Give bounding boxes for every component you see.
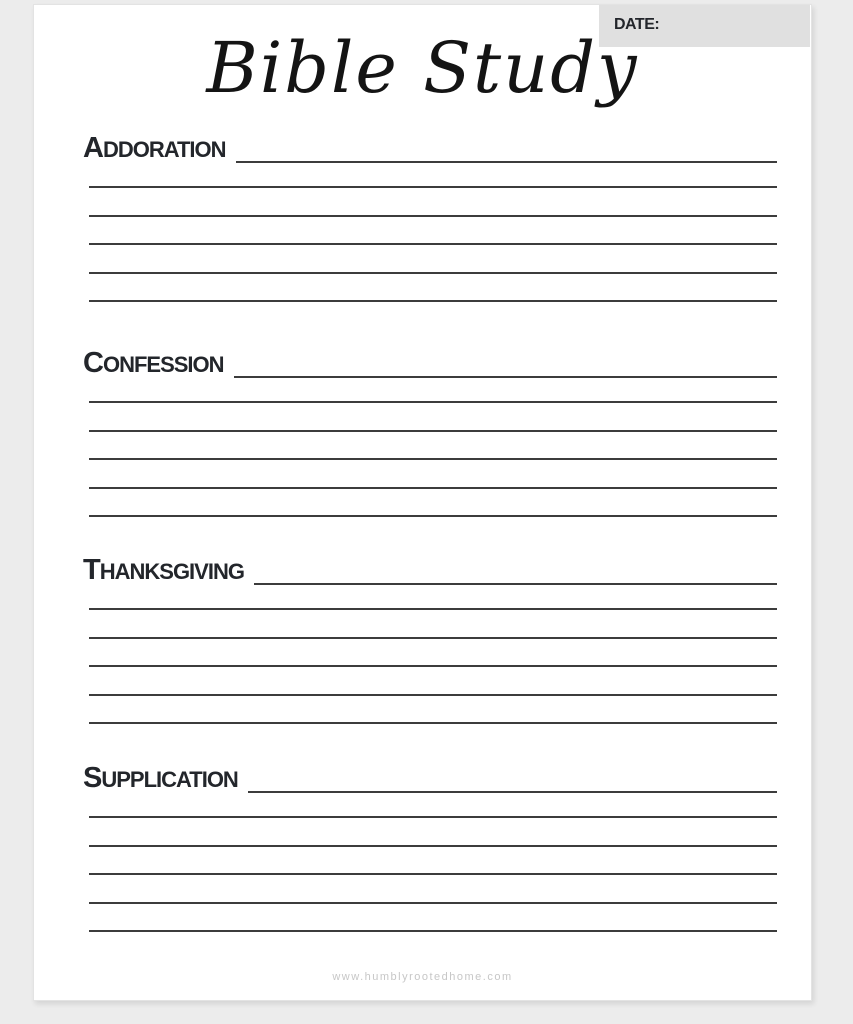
section-confession xyxy=(83,347,777,517)
section-header-row xyxy=(83,132,777,164)
section-label: CONFESSION xyxy=(83,347,224,379)
writing-line xyxy=(89,245,777,274)
writing-line xyxy=(89,667,777,696)
footer-url: www.humblyrootedhome.com xyxy=(332,971,513,983)
writing-line xyxy=(89,639,777,668)
writing-line xyxy=(89,610,777,639)
writing-line xyxy=(248,791,777,793)
writing-line xyxy=(89,489,777,518)
date-label: DATE: xyxy=(614,16,660,33)
writing-line xyxy=(236,161,777,163)
section-adoration xyxy=(83,132,777,302)
section-header-row xyxy=(83,554,777,586)
writing-line xyxy=(89,164,777,188)
writing-lines xyxy=(89,379,777,517)
section-supplication xyxy=(83,762,777,932)
section-thanksgiving xyxy=(83,554,777,724)
writing-line xyxy=(89,875,777,904)
writing-line xyxy=(89,274,777,303)
writing-line xyxy=(89,217,777,246)
writing-line xyxy=(89,379,777,403)
writing-line xyxy=(89,847,777,876)
writing-line xyxy=(89,460,777,489)
writing-line xyxy=(89,188,777,217)
writing-lines xyxy=(89,164,777,302)
writing-lines xyxy=(89,586,777,724)
writing-line xyxy=(89,818,777,847)
writing-line xyxy=(89,432,777,461)
section-label: THANKSGIVING xyxy=(83,554,244,586)
writing-line xyxy=(89,904,777,933)
writing-line xyxy=(89,794,777,818)
section-label: SUPPLICATION xyxy=(83,762,238,794)
section-label: ADDORATION xyxy=(83,132,226,164)
writing-lines xyxy=(89,794,777,932)
section-header-row xyxy=(83,762,777,794)
writing-line xyxy=(89,586,777,610)
section-header-row xyxy=(83,347,777,379)
writing-line xyxy=(234,376,777,378)
writing-line xyxy=(89,696,777,725)
worksheet-page xyxy=(33,4,812,1001)
page-title: Bible Study xyxy=(206,27,639,109)
writing-line xyxy=(89,403,777,432)
writing-line xyxy=(254,583,777,585)
